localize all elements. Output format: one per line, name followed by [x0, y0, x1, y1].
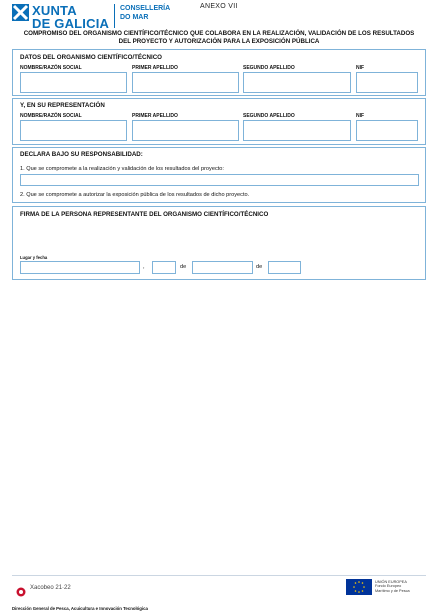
second-surname-field[interactable] — [243, 120, 351, 141]
saint-andrew-cross-icon — [12, 4, 29, 21]
eu-line-1: UNIÓN EUROPEA — [375, 580, 407, 584]
name-field[interactable] — [20, 120, 127, 141]
title-line1: COMPROMISO DEL ORGANISMO CIENTÍFICO/TÉCNICO QUE COLABORA EN LA REALIZACIÓN, VALIDACIÓN DE LOS RESULTADOS — [23, 30, 415, 37]
first-surname-field[interactable] — [132, 72, 239, 93]
declaration-item-1-field[interactable] — [20, 174, 419, 186]
annex-label: ANEXO VII — [200, 3, 238, 10]
section-title: DATOS DEL ORGANISMO CIENTÍFICO/TÉCNICO — [20, 54, 162, 61]
section-title: DECLARA BAJO SU RESPONSABILIDAD: — [20, 151, 143, 158]
label-nif: NIF — [356, 65, 365, 71]
month-field[interactable] — [192, 261, 253, 274]
department-line2: DO MAR — [120, 14, 149, 21]
place-field[interactable] — [20, 261, 140, 274]
eu-flag-icon — [346, 579, 372, 595]
day-field[interactable] — [152, 261, 176, 274]
directorate-text: Dirección General de Pesca, Acuicultura e Innovación Tecnológica — [12, 606, 148, 611]
section-representative — [12, 98, 426, 145]
eu-line-3: Marítimo y de Pesca — [375, 588, 410, 593]
department-line1: CONSELLERÍA — [120, 5, 171, 12]
section-declaration — [12, 147, 426, 203]
label-name: NOMBRE/RAZÓN SOCIAL — [20, 65, 82, 71]
xacobeo-text: Xacobeo 21·22 — [30, 585, 71, 591]
page-title — [12, 30, 426, 45]
place-date-label: Lugar y fecha — [20, 255, 48, 260]
first-surname-field[interactable] — [132, 120, 239, 141]
label-second-surname: SEGUNDO APELLIDO — [243, 113, 295, 119]
second-surname-field[interactable] — [243, 72, 351, 93]
eu-emblem — [346, 579, 426, 599]
label-nif: NIF — [356, 113, 365, 119]
eu-line-2: Fondo Europeo — [375, 584, 402, 589]
comma-separator: , — [143, 264, 145, 270]
label-first-surname: PRIMER APELLIDO — [132, 113, 178, 119]
label-second-surname: SEGUNDO APELLIDO — [243, 65, 295, 71]
section-organism-data — [12, 49, 426, 96]
name-field[interactable] — [20, 72, 127, 93]
label-first-surname: PRIMER APELLIDO — [132, 65, 178, 71]
eu-text — [375, 580, 410, 593]
nif-field[interactable] — [356, 120, 418, 141]
year-field[interactable] — [268, 261, 301, 274]
section-title: Y, EN SU REPRESENTACIÓN — [20, 102, 105, 109]
xacobeo-logo — [16, 583, 96, 595]
section-title: FIRMA DE LA PERSONA REPRESENTANTE DEL ORGANISMO CIENTÍFICO/TÉCNICO — [20, 211, 269, 218]
xunta-logo — [12, 3, 112, 31]
label-name: NOMBRE/RAZÓN SOCIAL — [20, 113, 82, 119]
de-label-2: de — [256, 264, 263, 270]
logo-divider — [114, 4, 115, 28]
de-label-1: de — [180, 264, 187, 270]
brand-bottom: DE GALICIA — [32, 16, 110, 31]
footer-divider — [12, 575, 426, 576]
title-line2: DEL PROYECTO Y AUTORIZACIÓN PARA LA EXPOSICIÓN PÚBLICA — [118, 37, 320, 45]
declaration-item-1: 1. Que se compromete a la realización y validación de los resultados del proyecto: — [20, 166, 224, 172]
section-signature — [12, 206, 426, 280]
declaration-item-2: 2. Que se compromete a autorizar la exposición pública de los resultados de dicho proyecto. — [20, 192, 250, 198]
xacobeo-emblem-icon — [16, 584, 26, 602]
brand-top: XUNTA — [32, 3, 77, 18]
nif-field[interactable] — [356, 72, 418, 93]
